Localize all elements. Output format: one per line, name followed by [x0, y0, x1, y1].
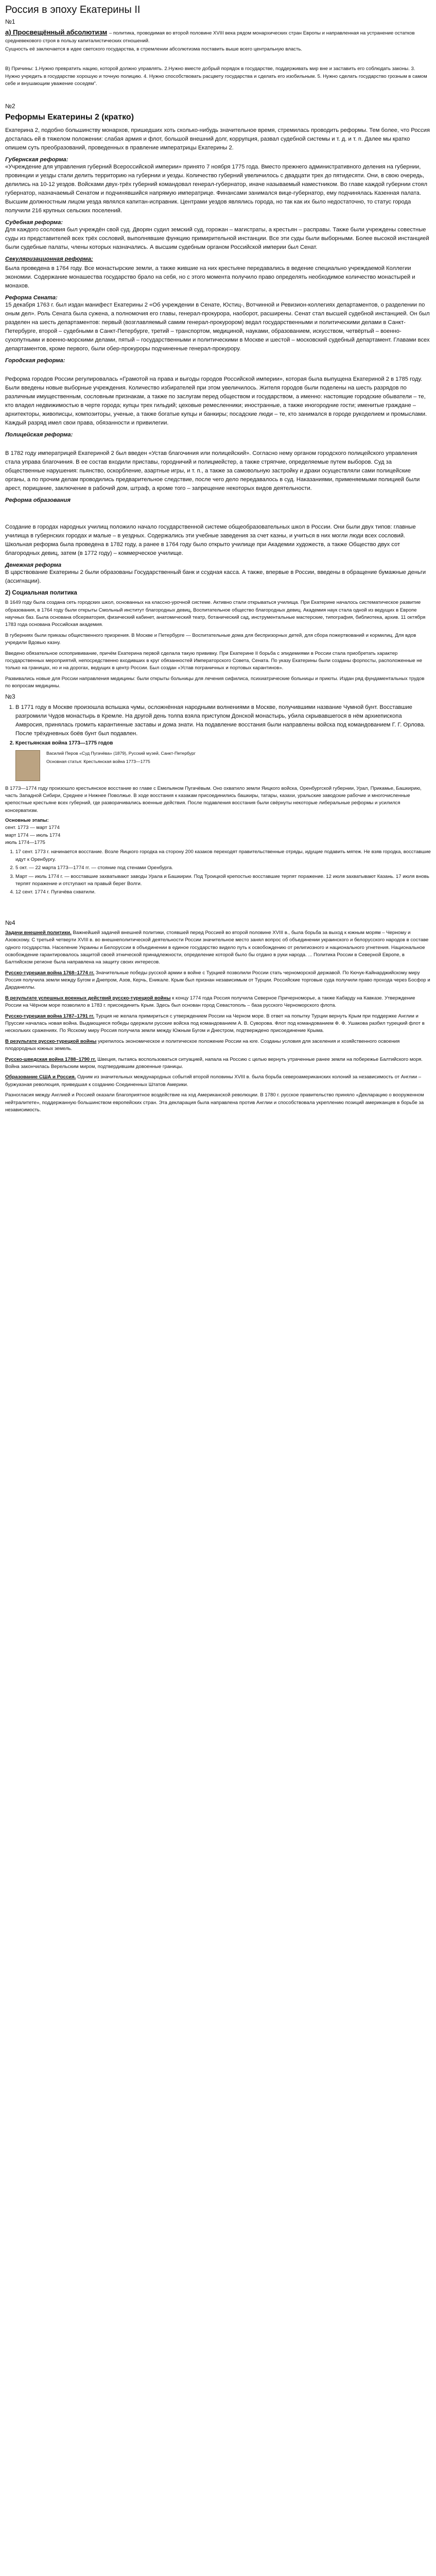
war-result-2: [5, 1038, 431, 1053]
sud-reform-text: Для каждого сословия был учреждён свой суд. Дворян судил земский суд, горожан – магистраты, а крестьян – расправы. Также были учреждены совестные суды из представителей всех трёх сословий, выполнявшие функцию примирительной инстанции. Все эти суды были выборными. Более высокой инстанцией были судебные палаты, члены которых назначались. А высшим судебным органом Российской империи был Сенат.: [5, 226, 429, 250]
war-result-2-text: укрепилось экономическое и политическое положение России на юге. Созданы условия для заселения и хозяйственного освоения плодородных южных земель.: [5, 1038, 400, 1052]
usa-heading: Образование США и Россия.: [5, 1074, 76, 1080]
war-1787: [5, 1013, 431, 1035]
social-text-3: Введено обязательное оспопрививание, причём Екатерина первой сделала такую прививку. При Екатерине II борьба с эпидемиями в России стала приобретать характер государственных мероприятий, непосредственно входивших в круг обязанностей Императорского Совета, Сената. По указу Екатерины были созданы форпосты, расположенные не только на границах, но и на дорогах, ведущих в центр России. Был создан «Устав пограничных и портовых карантинов».: [5, 650, 422, 671]
war-1768: [5, 970, 431, 992]
list-item: 1. 17 сент. 1773 г. начинается восстание. Возле Яицкого городка на сторону 200 казаков переходят правительственные отряды, идущие подавить мятеж. Не взяв городка, восставшие идут к Оренбургу.: [15, 849, 431, 863]
absolutism-definition: – политика, проводимая во второй половине XVIII века рядом монархических стран Европы и направленная на устранение остатков средневекового строя в пользу капиталистических отношений.: [5, 30, 415, 44]
social-text-2: В губерниях были приказы общественного призрения. В Москве и Петербурге — Воспитательные дома для беспризорных детей, для сбора пожертвований и кормилиц. Для вдов учредили Вдовью казну.: [5, 632, 416, 646]
social-policy-heading: 2) Социальная политика: [5, 590, 77, 597]
city-reform-text: Реформа городов России регулировалась «Грамотой на права и выгоды городов Российской империи», которая была выпущена Екатериной 2 в 1785 году. Были введены новые выборные учреждения. Количество избирателей при этом увеличилось. Жителя городов были поделены на шесть разрядов по различным имущественным, сословным признакам, а также по заслугам перед обществом и государством, а именно: настоящие городские обыватели – те, кто владел недвижимостью в черте города; купцы трех гильдий; цеховые ремесленники; иностранные, а также иногородние гости; именитые граждане – архитекторы, живописцы, композиторы, ученые, а также богатые купцы и банкиры; посадские люди – те, кто занимался в городе рукоделием и промыслами. Каждый разряд имел свои права, обязанности и привилегии.: [5, 376, 427, 426]
page: [0, 0, 436, 1114]
stage-item: июль 1774—1775: [5, 839, 45, 845]
senate-reform-heading: Реформа Сената:: [5, 294, 58, 301]
foreign-tasks-text: Важнейшей задачей внешней политики, стоявшей перед Россией во второй половине XVIII в., была борьба за выход к южным морям – Черному и Азовскому. С третьей четверти XVIII в. во внешнеполитической деятельности России значительное место занял вопрос об объединении украинского и белорусского народов в составе одного государства. Население Украины и Белоруссии в объединении в единое государство видело путь к освобождению от религиозного и национального угнетения. Национальное освобождение гарантировалось защитой своей этнической принадлежности, определение которой было бы отдано в руки народа. ... Политика России в Северной Европе, в Балтийском регионе была направлена на защиту своих интересов.: [5, 929, 429, 965]
war-1787-heading: Русско-турецкая война 1787–1791 гг.: [5, 1013, 95, 1019]
war-result-text: к концу 1774 года Россия получила Северное Причерноморье, а также Кабарду на Кавказе. Утверждение России на Чёрном море позволило в 1783 г. присоединить Крым. Здесь был основан город Севастополь – база русского Черноморского флота.: [5, 995, 415, 1009]
list-item: 2. 5 окт. — 22 марта 1773—1774 гг. — стояние под стенами Оренбурга.: [15, 865, 431, 872]
reforms-title: Реформы Екатерины 2 (кратко): [5, 112, 134, 122]
social-text-4: Развивались новые для России направления медицины: были открыты больницы для лечения сифилиса, психиатрические больницы и приюты. Издан ряд фундаментальных трудов по вопросам медицины.: [5, 675, 425, 689]
police-reform-text: В 1782 году императрицей Екатериной 2 был введен «Устав благочиния или полицейский». Согласно нему органом городского полицейского управления стала управа благочиния. В ее состав входили приставы, городничий и полицмейстер, а также стряпчие, определяемые путем выборов. Суд за общественные нарушения: пьянство, оскорбление, азартные игры, и т. п., а также за самовольную застройку и драки осуществляли сами полицейские органы, а по прочим делам проводились предварительное следствие, после чего дело передавалось в суд. Наказаниями, применяемыми полицией были арест, порицание, заключение в рабочий дом, штраф, а кроме того – запрещение некоторых видов деятельности.: [5, 450, 420, 492]
pugachev-text: В 1773—1774 году произошло крестьянское восстание во главе с Емельяном Пугачёвым. Оно охватило земли Яицкого войска, Оренбургской губернии, Урал, Прикамье, Башкирию, часть Западной Сибири, Среднее и Нижнее Поволжье. В ходе восстания к казакам присоединились башкиры, татары, казахи, уральские заводские рабочие и многочисленные крепостные крестьяне всех губерний, где разворачивались военные действия. После подавления восстания были свёрнуты некоторые либеральные реформы и усилился консерватизм.: [5, 785, 422, 814]
swedish-war-text: Швеция, пытаясь воспользоваться ситуацией, напала на Россию с целью вернуть утраченные ранее земли на побережье Балтийского моря. Война закончилась Верельским миром, подтвердившим довоенные границы.: [5, 1056, 423, 1070]
absolutism-essence: Сущность её заключается в идее светского государства, в стремлении абсолютизма поставить выше всего центральную власть.: [5, 46, 303, 52]
money-reform-text: В царствование Екатерины 2 были образованы Государственный банк и ссудная касса. А также, впервые в России, введены в обращение бумажные деньги (ассигнации).: [5, 569, 426, 585]
stages-list: [5, 824, 431, 846]
painting-image: [15, 750, 40, 781]
foreign-tasks-heading: Задачи внешней политики.: [5, 929, 72, 936]
sud-reform-heading: Судебная реформа:: [5, 219, 63, 226]
stage-item: сент. 1773 — март 1774: [5, 825, 60, 831]
page-title: Россия в эпоху Екатерины II: [5, 4, 141, 15]
section-1-subtitle: [5, 28, 431, 44]
armed-neutrality: Разногласия между Англией и Россией оказали благоприятное воздействие на ход Американской революции. В 1780 г. русское правительство приняло «Декларацию о вооруженном нейтралитете», поддержанную большинством европейских стран. Эта декларация была направлена против Англии и способствовала укреплению позиций американцев в борьбе за независимость.: [5, 1092, 424, 1113]
gub-reform-text: «Учреждение для управления губерний Всероссийской империи» принято 7 ноября 1775 года. Вместо прежнего административного деления на губернии, провинции и уезды стали делить территорию на губернии и уезды. Количество губерний увеличилось с двадцати трех до пятидесяти. Они, в свою очередь, делились на 10-12 уездов. Войсками двух-трёх губерний командовал генерал-губернатор, иначе называемый наместником. Во главе каждой губернии стоял губернатор, назначаемый Сенатом и подчинявшийся напрямую императрице. Финансами занимался вице-губернатор, ему подчинялась Казенная палата. Высшим должностным лицом уезда являлся капитан-исправник. Центрами уездов являлись города, но так как их было недостаточно, то статус города получили 216 крупных сельских поселений.: [5, 163, 427, 214]
war-1768-heading: Русско-турецкая война 1768–1774 гг.: [5, 970, 95, 976]
city-reform-heading: Городская реформа:: [5, 357, 65, 364]
social-text-1: В 1649 году была создана сеть городских школ, основанных на классно-урочной системе. Активно стали открываться училища. При Екатерине началось систематическое развитие образования, в 1764 году были открыты Смольный институт благородных девиц, Воспитательное общество благородных девиц. Академия наук стала одной из ведущих в Европе научных баз. Была основана обсерватория, физический кабинет, анатомический театр, ботанический сад, инструментальные мастерские, типография, библиотека, архив. 11 октября 1783 года основана Российская академия.: [5, 600, 426, 628]
sek-reform-text: Была проведена в 1764 году. Все монастырские земли, а также жившие на них крестьяне передавались в ведение специально учреждаемой Коллегии экономии. Содержание монашества государство брало на себя, но с этого момента получило право определять необходимое количество монастырей и монахов.: [5, 265, 415, 289]
sek-reform-heading: Секуляризационная реформа:: [5, 256, 93, 262]
gub-reform-heading: Губернская реформа:: [5, 156, 68, 163]
swedish-war-heading: Русско-шведская война 1788–1790 гг.: [5, 1056, 96, 1062]
plague-list: [5, 703, 431, 747]
list-item: 2. Крестьянская война 1773—1775 годов: [15, 739, 431, 747]
usa-text: Одним из значительных международных событий второй половины XVIII в. была борьба североамериканских колоний за независимость от Англии – буржуазная революция, приведшая к созданию Соединенных Штатов Америки.: [5, 1074, 422, 1088]
reforms-intro: Екатерина 2, подобно большинству монархов, пришедших хоть сколько-нибудь значительное время, стремилась проводить реформы. Тем более, что Россия досталась ей в тяжелом положении: слабая армия и флот, большой внешний долг, коррупция, развал судебной системы и т. д. и т. п. Далее мы кратко опишем суть преобразований, проведенных в правление императрицы Екатерины 2.: [5, 127, 430, 151]
war-result: [5, 995, 431, 1010]
absolutism-heading: а) Просвещённый абсолютизм: [5, 28, 108, 36]
section-number-3: №3: [5, 693, 15, 701]
list-item: 3. Март — июль 1774 г. — восставшие захватывают заводы Урала и Башкирии. Под Троицкой крепостью восставшие терпят поражение. 12 июля захватывают Казань. 17 июля вновь терпят поражение и отступают на правый берег Волги.: [15, 873, 431, 888]
painting-main-article: Основная статья: Крестьянская война 1773—1775: [46, 758, 150, 764]
police-reform-heading: Полицейская реформа:: [5, 431, 73, 438]
pugachev-events-list: [5, 849, 431, 896]
painting-figure: [15, 750, 431, 781]
senate-reform-text: 15 декабря 1763 г. был издан манифест Екатерины 2 «Об учреждении в Сенате, Юстиц-, Вотчинной и Ревизион-коллегиях департаментов, о разделении по оным дел». Роль Сената была сужена, а полномочия его главы, генерал-прокурора, наоборот, расширены. Сенат стал высшей судебной инстанцией. Он был разделен на шесть департаментов: первый (возглавляемый самим генерал-прокурором) ведал государственными и политическими делами в Санкт-Петербурге, второй – судебными в Санкт-Петербурге, третий – транспортом, медициной, науками, образованием, искусством, четвёртый – военно-сухопутными и военно-морскими делами, пятый – государственными и политическими в Москве и шестой – московский судебный департамент. Главами всех департаментов, кроме первого, были обер-прокуроры подчиненные генерал-прокурору.: [5, 301, 430, 352]
stage-item: март 1774 — июль 1774: [5, 832, 61, 838]
stages-heading: Основные этапы:: [5, 818, 49, 824]
list-item: 1. В 1771 году в Москве произошла вспышка чумы, осложнённая народными волнениями в Москве, получившими название Чумной бунт. Восставшие разгромили Чудов монастырь в Кремле. На другой день толпа взяла приступом Донской монастырь, убила скрывавшегося в нём архиепископа Амвросия, принялась громить карантинные заставы и дома знати. На подавление восстания были направлены войска под командованием Г. Г. Орлова. После трёхдневных боёв бунт был подавлен.: [15, 703, 431, 738]
list-item: 4. 12 сент. 1774 г. Пугачёва схватили.: [15, 889, 431, 896]
war-result-heading: В результате успешных военных действий русско-турецкой войны: [5, 995, 171, 1001]
foreign-policy-tasks: [5, 929, 431, 967]
absolutism-causes: В) Причины: 1.Нужно превратить нацию, которой должно управлять. 2.Нужно вместе добрый порядок в государстве, поддерживать мир вне и заставить его соблюдать законы. 3. Нужно учредить в государстве хорошую и точную полицию. 4. Нужно способствовать расцвету государства и сделать его изобильным. 5. Нужно сделать государство грозным в самом себе и внушающим уважение соседям".: [5, 66, 427, 87]
war-1787-text: Турция не желала примириться с утверждением России на Черном море. В ответ на попытку Турции вернуть Крым при поддержке Англии и Пруссии началась новая война. Выдающиеся победы одержали русские войска под командованием А. В. Суворова. Флот под командованием Ф. Ф. Ушакова разбил турецкий флот в нескольких сражениях. По Ясскому миру Россия получила земли между Южным Бугом и Днестром, подтверждено присоединение Крыма.: [5, 1013, 425, 1034]
section-number-4: №4: [5, 919, 15, 926]
money-reform-heading: Денежная реформа: [5, 562, 62, 569]
education-reform-text: Создание в городах народных училищ положило начало государственной системе общеобразовательных школ в России. Они были двух типов: главные училища в губернских городах и малые – в уездных. Содержались эти учебные заведения за счет казны, и учиться в них могли люди всех сословий. Школьная реформа была проведена в 1782 году, а ранее в 1764 году было открыто училище при Академии художеств, а также Общество двух сот благородных девиц, затем (в 1772 году) – коммерческое училище.: [5, 524, 416, 557]
education-reform-heading: Реформа образования: [5, 497, 71, 504]
section-number-1: №1: [5, 18, 15, 25]
usa-formation: [5, 1074, 431, 1089]
section-number-2: №2: [5, 102, 15, 110]
war-result-2-heading: В результате русско-турецкой войны: [5, 1038, 97, 1044]
painting-caption: Василий Перов «Суд Пугачёва» (1879), Русский музей, Санкт-Петербург: [46, 750, 196, 756]
swedish-war: [5, 1056, 431, 1071]
war-1768-text: Значительные победы русской армии в войне с Турцией позволили России стать черноморской державой. По Кючук-Кайнарджийскому миру Россия получила земли между Бугом и Днепром, Азов, Керчь, Еникале. Крым был признан независимым от Турции. Российские торговые суда получили право прохода через Босфор и Дарданеллы.: [5, 970, 430, 991]
